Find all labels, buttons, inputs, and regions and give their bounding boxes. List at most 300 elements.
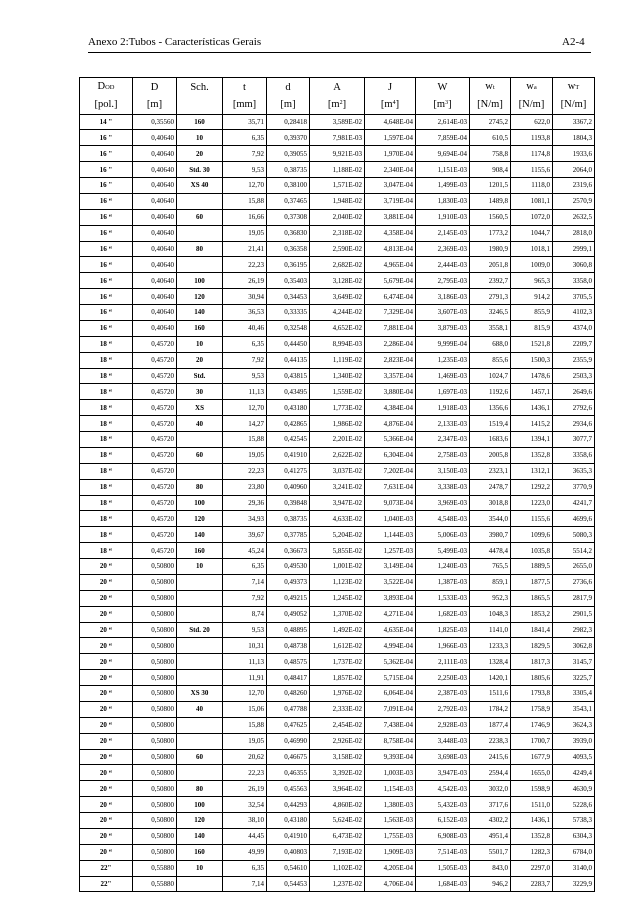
cell-t: 11,91 xyxy=(223,670,267,686)
cell-d-outer: 0,50800 xyxy=(133,670,177,686)
cell-dod: 18 “ xyxy=(80,400,133,416)
cell-j: 7,438E-04 xyxy=(365,717,416,733)
cell-wt: 1560,5 xyxy=(470,209,511,225)
cell-wT: 2649,6 xyxy=(553,384,595,400)
cell-t: 26,19 xyxy=(223,273,267,289)
cell-sch xyxy=(177,432,223,448)
table-row xyxy=(80,654,595,670)
cell-t: 10,31 xyxy=(223,638,267,654)
cell-d-inner: 0,38100 xyxy=(267,178,310,194)
cell-d-outer: 0,40640 xyxy=(133,225,177,241)
cell-t: 15,88 xyxy=(223,717,267,733)
cell-j: 2,340E-04 xyxy=(365,162,416,178)
cell-wa: 815,9 xyxy=(511,320,553,336)
cell-d-inner: 0,48895 xyxy=(267,622,310,638)
cell-d-outer: 0,50800 xyxy=(133,686,177,702)
cell-w: 9,694E-04 xyxy=(416,146,470,162)
cell-t: 39,67 xyxy=(223,527,267,543)
cell-w: 3,607E-03 xyxy=(416,305,470,321)
cell-sch: 10 xyxy=(177,130,223,146)
cell-j: 4,648E-04 xyxy=(365,114,416,130)
cell-wt: 1784,2 xyxy=(470,701,511,717)
cell-a: 1,571E-02 xyxy=(310,178,365,194)
cell-t: 40,46 xyxy=(223,320,267,336)
cell-wT: 3770,9 xyxy=(553,479,595,495)
cell-t: 16,66 xyxy=(223,209,267,225)
cell-j: 2,286E-04 xyxy=(365,336,416,352)
cell-j: 1,144E-03 xyxy=(365,527,416,543)
cell-a: 5,204E-02 xyxy=(310,527,365,543)
cell-w: 5,499E-03 xyxy=(416,543,470,559)
cell-wt: 859,1 xyxy=(470,574,511,590)
cell-d-outer: 0,45720 xyxy=(133,495,177,511)
cell-sch: 10 xyxy=(177,860,223,876)
cell-d-outer: 0,40640 xyxy=(133,257,177,273)
cell-j: 3,522E-04 xyxy=(365,574,416,590)
cell-wt: 3018,8 xyxy=(470,495,511,511)
cell-dod: 20 “ xyxy=(80,844,133,860)
cell-dod: 18 “ xyxy=(80,384,133,400)
cell-w: 1,684E-03 xyxy=(416,876,470,892)
cell-w: 3,186E-03 xyxy=(416,289,470,305)
col-header-dod: DOD xyxy=(80,78,133,97)
cell-w: 2,145E-03 xyxy=(416,225,470,241)
cell-t: 22,23 xyxy=(223,257,267,273)
cell-d-inner: 0,41910 xyxy=(267,447,310,463)
cell-dod: 20 “ xyxy=(80,781,133,797)
cell-wT: 3225,7 xyxy=(553,670,595,686)
cell-wT: 1804,3 xyxy=(553,130,595,146)
cell-w: 7,514E-03 xyxy=(416,844,470,860)
cell-d-outer: 0,50800 xyxy=(133,781,177,797)
cell-wT: 3060,8 xyxy=(553,257,595,273)
cell-a: 1,612E-02 xyxy=(310,638,365,654)
cell-wa: 1805,6 xyxy=(511,670,553,686)
cell-d-inner: 0,47625 xyxy=(267,717,310,733)
cell-wT: 3705,5 xyxy=(553,289,595,305)
cell-wa: 1457,1 xyxy=(511,384,553,400)
cell-d-outer: 0,40640 xyxy=(133,241,177,257)
table-row xyxy=(80,622,595,638)
cell-wT: 5228,6 xyxy=(553,797,595,813)
cell-wa: 1155,6 xyxy=(511,162,553,178)
cell-wa: 1035,8 xyxy=(511,543,553,559)
cell-d-outer: 0,45720 xyxy=(133,527,177,543)
cell-wT: 5080,3 xyxy=(553,527,595,543)
cell-a: 1,948E-02 xyxy=(310,193,365,209)
cell-a: 1,737E-02 xyxy=(310,654,365,670)
cell-wa: 1223,0 xyxy=(511,495,553,511)
cell-wa: 1853,2 xyxy=(511,606,553,622)
cell-a: 1,976E-02 xyxy=(310,686,365,702)
unit-wa: [N/m] xyxy=(511,96,553,114)
cell-a: 3,241E-02 xyxy=(310,479,365,495)
cell-dod: 18 “ xyxy=(80,511,133,527)
cell-w: 1,151E-03 xyxy=(416,162,470,178)
cell-j: 4,358E-04 xyxy=(365,225,416,241)
cell-d-outer: 0,35560 xyxy=(133,114,177,130)
table-row xyxy=(80,463,595,479)
cell-wa: 1877,5 xyxy=(511,574,553,590)
cell-dod: 16 “ xyxy=(80,193,133,209)
cell-a: 1,986E-02 xyxy=(310,416,365,432)
cell-a: 2,622E-02 xyxy=(310,447,365,463)
table-row xyxy=(80,479,595,495)
col-header-wt: wt xyxy=(470,78,511,97)
cell-sch xyxy=(177,876,223,892)
cell-wT: 3305,4 xyxy=(553,686,595,702)
cell-wt: 1192,6 xyxy=(470,384,511,400)
cell-w: 1,825E-03 xyxy=(416,622,470,638)
cell-wt: 4478,4 xyxy=(470,543,511,559)
cell-dod: 18 “ xyxy=(80,352,133,368)
cell-a: 4,652E-02 xyxy=(310,320,365,336)
cell-d-inner: 0,49215 xyxy=(267,590,310,606)
table-row xyxy=(80,606,595,622)
cell-t: 6,35 xyxy=(223,860,267,876)
header-symbols-row xyxy=(80,78,595,97)
cell-dod: 16 “ xyxy=(80,289,133,305)
cell-a: 1,492E-02 xyxy=(310,622,365,638)
cell-wt: 1141,0 xyxy=(470,622,511,638)
cell-dod: 18 “ xyxy=(80,368,133,384)
cell-wt: 4951,4 xyxy=(470,828,511,844)
col-header-wa: wa xyxy=(511,78,553,97)
cell-wT: 2982,3 xyxy=(553,622,595,638)
cell-d-inner: 0,42865 xyxy=(267,416,310,432)
cell-d-outer: 0,50800 xyxy=(133,701,177,717)
cell-wT: 2319,6 xyxy=(553,178,595,194)
cell-d-inner: 0,48260 xyxy=(267,686,310,702)
cell-dod: 18 “ xyxy=(80,336,133,352)
cell-wa: 855,9 xyxy=(511,305,553,321)
cell-w: 2,250E-03 xyxy=(416,670,470,686)
cell-wt: 1233,3 xyxy=(470,638,511,654)
cell-d-inner: 0,41275 xyxy=(267,463,310,479)
cell-t: 11,13 xyxy=(223,654,267,670)
table-row xyxy=(80,765,595,781)
cell-w: 2,369E-03 xyxy=(416,241,470,257)
table-row xyxy=(80,797,595,813)
cell-t: 9,53 xyxy=(223,368,267,384)
cell-d-inner: 0,43495 xyxy=(267,384,310,400)
cell-wa: 1174,8 xyxy=(511,146,553,162)
table-row xyxy=(80,813,595,829)
cell-d-inner: 0,48575 xyxy=(267,654,310,670)
cell-t: 26,19 xyxy=(223,781,267,797)
cell-d-inner: 0,44135 xyxy=(267,352,310,368)
cell-w: 2,444E-03 xyxy=(416,257,470,273)
cell-wa: 1081,1 xyxy=(511,193,553,209)
col-header-d-outer: D xyxy=(133,78,177,97)
cell-d-inner: 0,40803 xyxy=(267,844,310,860)
cell-a: 1,001E-02 xyxy=(310,559,365,575)
cell-t: 7,14 xyxy=(223,876,267,892)
cell-d-outer: 0,40640 xyxy=(133,130,177,146)
cell-a: 1,245E-02 xyxy=(310,590,365,606)
cell-sch xyxy=(177,225,223,241)
cell-wT: 4249,4 xyxy=(553,765,595,781)
cell-wa: 1415,2 xyxy=(511,416,553,432)
cell-w: 3,947E-03 xyxy=(416,765,470,781)
cell-d-outer: 0,45720 xyxy=(133,368,177,384)
table-row xyxy=(80,590,595,606)
table-row xyxy=(80,257,595,273)
cell-wt: 2051,8 xyxy=(470,257,511,273)
cell-t: 9,53 xyxy=(223,162,267,178)
cell-dod: 16 " xyxy=(80,162,133,178)
cell-t: 7,92 xyxy=(223,352,267,368)
cell-w: 1,499E-03 xyxy=(416,178,470,194)
unit-wT: [N/m] xyxy=(553,96,595,114)
cell-t: 12,70 xyxy=(223,178,267,194)
cell-wT: 4093,5 xyxy=(553,749,595,765)
cell-j: 5,715E-04 xyxy=(365,670,416,686)
cell-sch: 100 xyxy=(177,495,223,511)
cell-wt: 610,5 xyxy=(470,130,511,146)
cell-wT: 4630,9 xyxy=(553,781,595,797)
cell-wT: 5738,3 xyxy=(553,813,595,829)
cell-wt: 5501,7 xyxy=(470,844,511,860)
cell-wt: 1024,7 xyxy=(470,368,511,384)
cell-d-inner: 0,36830 xyxy=(267,225,310,241)
cell-wT: 3140,0 xyxy=(553,860,595,876)
cell-a: 2,682E-02 xyxy=(310,257,365,273)
cell-dod: 18 “ xyxy=(80,432,133,448)
cell-wT: 2792,6 xyxy=(553,400,595,416)
cell-t: 12,70 xyxy=(223,400,267,416)
cell-d-inner: 0,36195 xyxy=(267,257,310,273)
cell-wa: 1312,1 xyxy=(511,463,553,479)
cell-wt: 4302,2 xyxy=(470,813,511,829)
cell-w: 3,448E-03 xyxy=(416,733,470,749)
cell-j: 7,329E-04 xyxy=(365,305,416,321)
cell-d-inner: 0,54610 xyxy=(267,860,310,876)
table-row xyxy=(80,543,595,559)
cell-d-outer: 0,45720 xyxy=(133,384,177,400)
cell-wt: 2392,7 xyxy=(470,273,511,289)
cell-dod: 16 “ xyxy=(80,320,133,336)
cell-a: 3,947E-02 xyxy=(310,495,365,511)
cell-a: 8,994E-03 xyxy=(310,336,365,352)
cell-j: 4,813E-04 xyxy=(365,241,416,257)
unit-t: [mm] xyxy=(223,96,267,114)
cell-d-outer: 0,50800 xyxy=(133,638,177,654)
cell-a: 3,964E-02 xyxy=(310,781,365,797)
cell-wt: 2594,4 xyxy=(470,765,511,781)
cell-wt: 855,6 xyxy=(470,352,511,368)
cell-wT: 2632,5 xyxy=(553,209,595,225)
cell-sch: 140 xyxy=(177,828,223,844)
cell-d-inner: 0,35403 xyxy=(267,273,310,289)
cell-wT: 3624,3 xyxy=(553,717,595,733)
cell-a: 1,123E-02 xyxy=(310,574,365,590)
cell-wa: 1292,2 xyxy=(511,479,553,495)
cell-wa: 1521,8 xyxy=(511,336,553,352)
cell-wt: 2791,3 xyxy=(470,289,511,305)
cell-t: 7,92 xyxy=(223,146,267,162)
cell-t: 11,13 xyxy=(223,384,267,400)
cell-d-outer: 0,40640 xyxy=(133,193,177,209)
cell-wt: 3544,0 xyxy=(470,511,511,527)
cell-wt: 2478,7 xyxy=(470,479,511,495)
cell-wT: 3145,7 xyxy=(553,654,595,670)
unit-d-outer: [m] xyxy=(133,96,177,114)
cell-dod: 18 “ xyxy=(80,527,133,543)
cell-dod: 16 “ xyxy=(80,225,133,241)
cell-t: 22,23 xyxy=(223,765,267,781)
cell-wa: 1072,0 xyxy=(511,209,553,225)
cell-wt: 1489,8 xyxy=(470,193,511,209)
cell-d-outer: 0,50800 xyxy=(133,622,177,638)
table-row xyxy=(80,860,595,876)
cell-a: 1,119E-02 xyxy=(310,352,365,368)
cell-sch: 80 xyxy=(177,479,223,495)
cell-wt: 3246,5 xyxy=(470,305,511,321)
cell-j: 2,823E-04 xyxy=(365,352,416,368)
cell-wT: 4374,0 xyxy=(553,320,595,336)
table-body xyxy=(80,114,595,892)
cell-wT: 2655,0 xyxy=(553,559,595,575)
table-row xyxy=(80,209,595,225)
col-header-d-inner: d xyxy=(267,78,310,97)
cell-j: 4,965E-04 xyxy=(365,257,416,273)
cell-j: 1,154E-03 xyxy=(365,781,416,797)
table-row xyxy=(80,114,595,130)
table-row xyxy=(80,828,595,844)
unit-dod: [pol.] xyxy=(80,96,133,114)
table-row xyxy=(80,638,595,654)
cell-a: 1,237E-02 xyxy=(310,876,365,892)
cell-wT: 2503,3 xyxy=(553,368,595,384)
table-row xyxy=(80,733,595,749)
cell-w: 2,614E-03 xyxy=(416,114,470,130)
unit-sch xyxy=(177,96,223,114)
cell-wa: 914,2 xyxy=(511,289,553,305)
cell-dod: 20 “ xyxy=(80,733,133,749)
cell-j: 5,362E-04 xyxy=(365,654,416,670)
cell-a: 1,340E-02 xyxy=(310,368,365,384)
cell-d-inner: 0,43815 xyxy=(267,368,310,384)
cell-j: 6,474E-04 xyxy=(365,289,416,305)
cell-d-inner: 0,39848 xyxy=(267,495,310,511)
cell-wT: 3367,2 xyxy=(553,114,595,130)
cell-dod: 20 “ xyxy=(80,590,133,606)
cell-wT: 3939,0 xyxy=(553,733,595,749)
cell-j: 3,149E-04 xyxy=(365,559,416,575)
table-row xyxy=(80,146,595,162)
cell-w: 2,133E-03 xyxy=(416,416,470,432)
cell-wT: 3543,1 xyxy=(553,701,595,717)
cell-wt: 1420,1 xyxy=(470,670,511,686)
cell-w: 5,432E-03 xyxy=(416,797,470,813)
cell-sch: 80 xyxy=(177,241,223,257)
cell-d-inner: 0,38735 xyxy=(267,511,310,527)
table-row xyxy=(80,749,595,765)
cell-a: 3,649E-02 xyxy=(310,289,365,305)
cell-t: 35,71 xyxy=(223,114,267,130)
cell-dod: 18 “ xyxy=(80,447,133,463)
cell-wa: 1099,6 xyxy=(511,527,553,543)
cell-j: 4,994E-04 xyxy=(365,638,416,654)
cell-d-inner: 0,36673 xyxy=(267,543,310,559)
col-header-t: t xyxy=(223,78,267,97)
cell-a: 1,188E-02 xyxy=(310,162,365,178)
cell-a: 1,370E-02 xyxy=(310,606,365,622)
cell-a: 3,589E-02 xyxy=(310,114,365,130)
cell-d-outer: 0,50800 xyxy=(133,797,177,813)
cell-wT: 3358,6 xyxy=(553,447,595,463)
unit-w: $[m^3]$ xyxy=(416,96,470,114)
cell-d-outer: 0,50800 xyxy=(133,574,177,590)
cell-j: 1,003E-03 xyxy=(365,765,416,781)
cell-j: 7,881E-04 xyxy=(365,320,416,336)
cell-w: 2,111E-03 xyxy=(416,654,470,670)
cell-d-inner: 0,37465 xyxy=(267,193,310,209)
cell-j: 6,304E-04 xyxy=(365,447,416,463)
cell-wt: 3032,0 xyxy=(470,781,511,797)
cell-sch xyxy=(177,717,223,733)
table-row xyxy=(80,178,595,194)
cell-d-inner: 0,37785 xyxy=(267,527,310,543)
cell-d-inner: 0,32548 xyxy=(267,320,310,336)
cell-wt: 1519,4 xyxy=(470,416,511,432)
cell-j: 7,631E-04 xyxy=(365,479,416,495)
cell-w: 4,542E-03 xyxy=(416,781,470,797)
cell-t: 15,88 xyxy=(223,193,267,209)
cell-a: 5,624E-02 xyxy=(310,813,365,829)
cell-wa: 1746,9 xyxy=(511,717,553,733)
cell-t: 15,06 xyxy=(223,701,267,717)
cell-sch xyxy=(177,670,223,686)
cell-dod: 18 “ xyxy=(80,463,133,479)
cell-wt: 2238,3 xyxy=(470,733,511,749)
cell-a: 7,981E-03 xyxy=(310,130,365,146)
cell-wt: 2323,1 xyxy=(470,463,511,479)
cell-a: 2,318E-02 xyxy=(310,225,365,241)
cell-sch: 30 xyxy=(177,384,223,400)
cell-wa: 1044,7 xyxy=(511,225,553,241)
cell-wT: 3077,7 xyxy=(553,432,595,448)
cell-sch: 160 xyxy=(177,844,223,860)
cell-j: 4,271E-04 xyxy=(365,606,416,622)
cell-wT: 2570,9 xyxy=(553,193,595,209)
cell-w: 1,235E-03 xyxy=(416,352,470,368)
cell-d-inner: 0,40960 xyxy=(267,479,310,495)
cell-wT: 2934,6 xyxy=(553,416,595,432)
page-header-title: Anexo 2:Tubos - Características Gerais xyxy=(88,36,262,48)
cell-dod: 20 “ xyxy=(80,574,133,590)
cell-wa: 622,0 xyxy=(511,114,553,130)
cell-wT: 2901,5 xyxy=(553,606,595,622)
cell-w: 1,697E-03 xyxy=(416,384,470,400)
cell-wa: 1478,6 xyxy=(511,368,553,384)
table-row xyxy=(80,368,595,384)
cell-a: 9,921E-03 xyxy=(310,146,365,162)
cell-sch: 100 xyxy=(177,797,223,813)
cell-d-inner: 0,44293 xyxy=(267,797,310,813)
table-row xyxy=(80,225,595,241)
cell-d-inner: 0,43180 xyxy=(267,813,310,829)
cell-d-outer: 0,50800 xyxy=(133,559,177,575)
cell-a: 1,559E-02 xyxy=(310,384,365,400)
cell-d-inner: 0,47788 xyxy=(267,701,310,717)
cell-j: 4,384E-04 xyxy=(365,400,416,416)
cell-dod: 20 “ xyxy=(80,797,133,813)
cell-wt: 3980,7 xyxy=(470,527,511,543)
table-row xyxy=(80,320,595,336)
cell-wT: 5514,2 xyxy=(553,543,595,559)
